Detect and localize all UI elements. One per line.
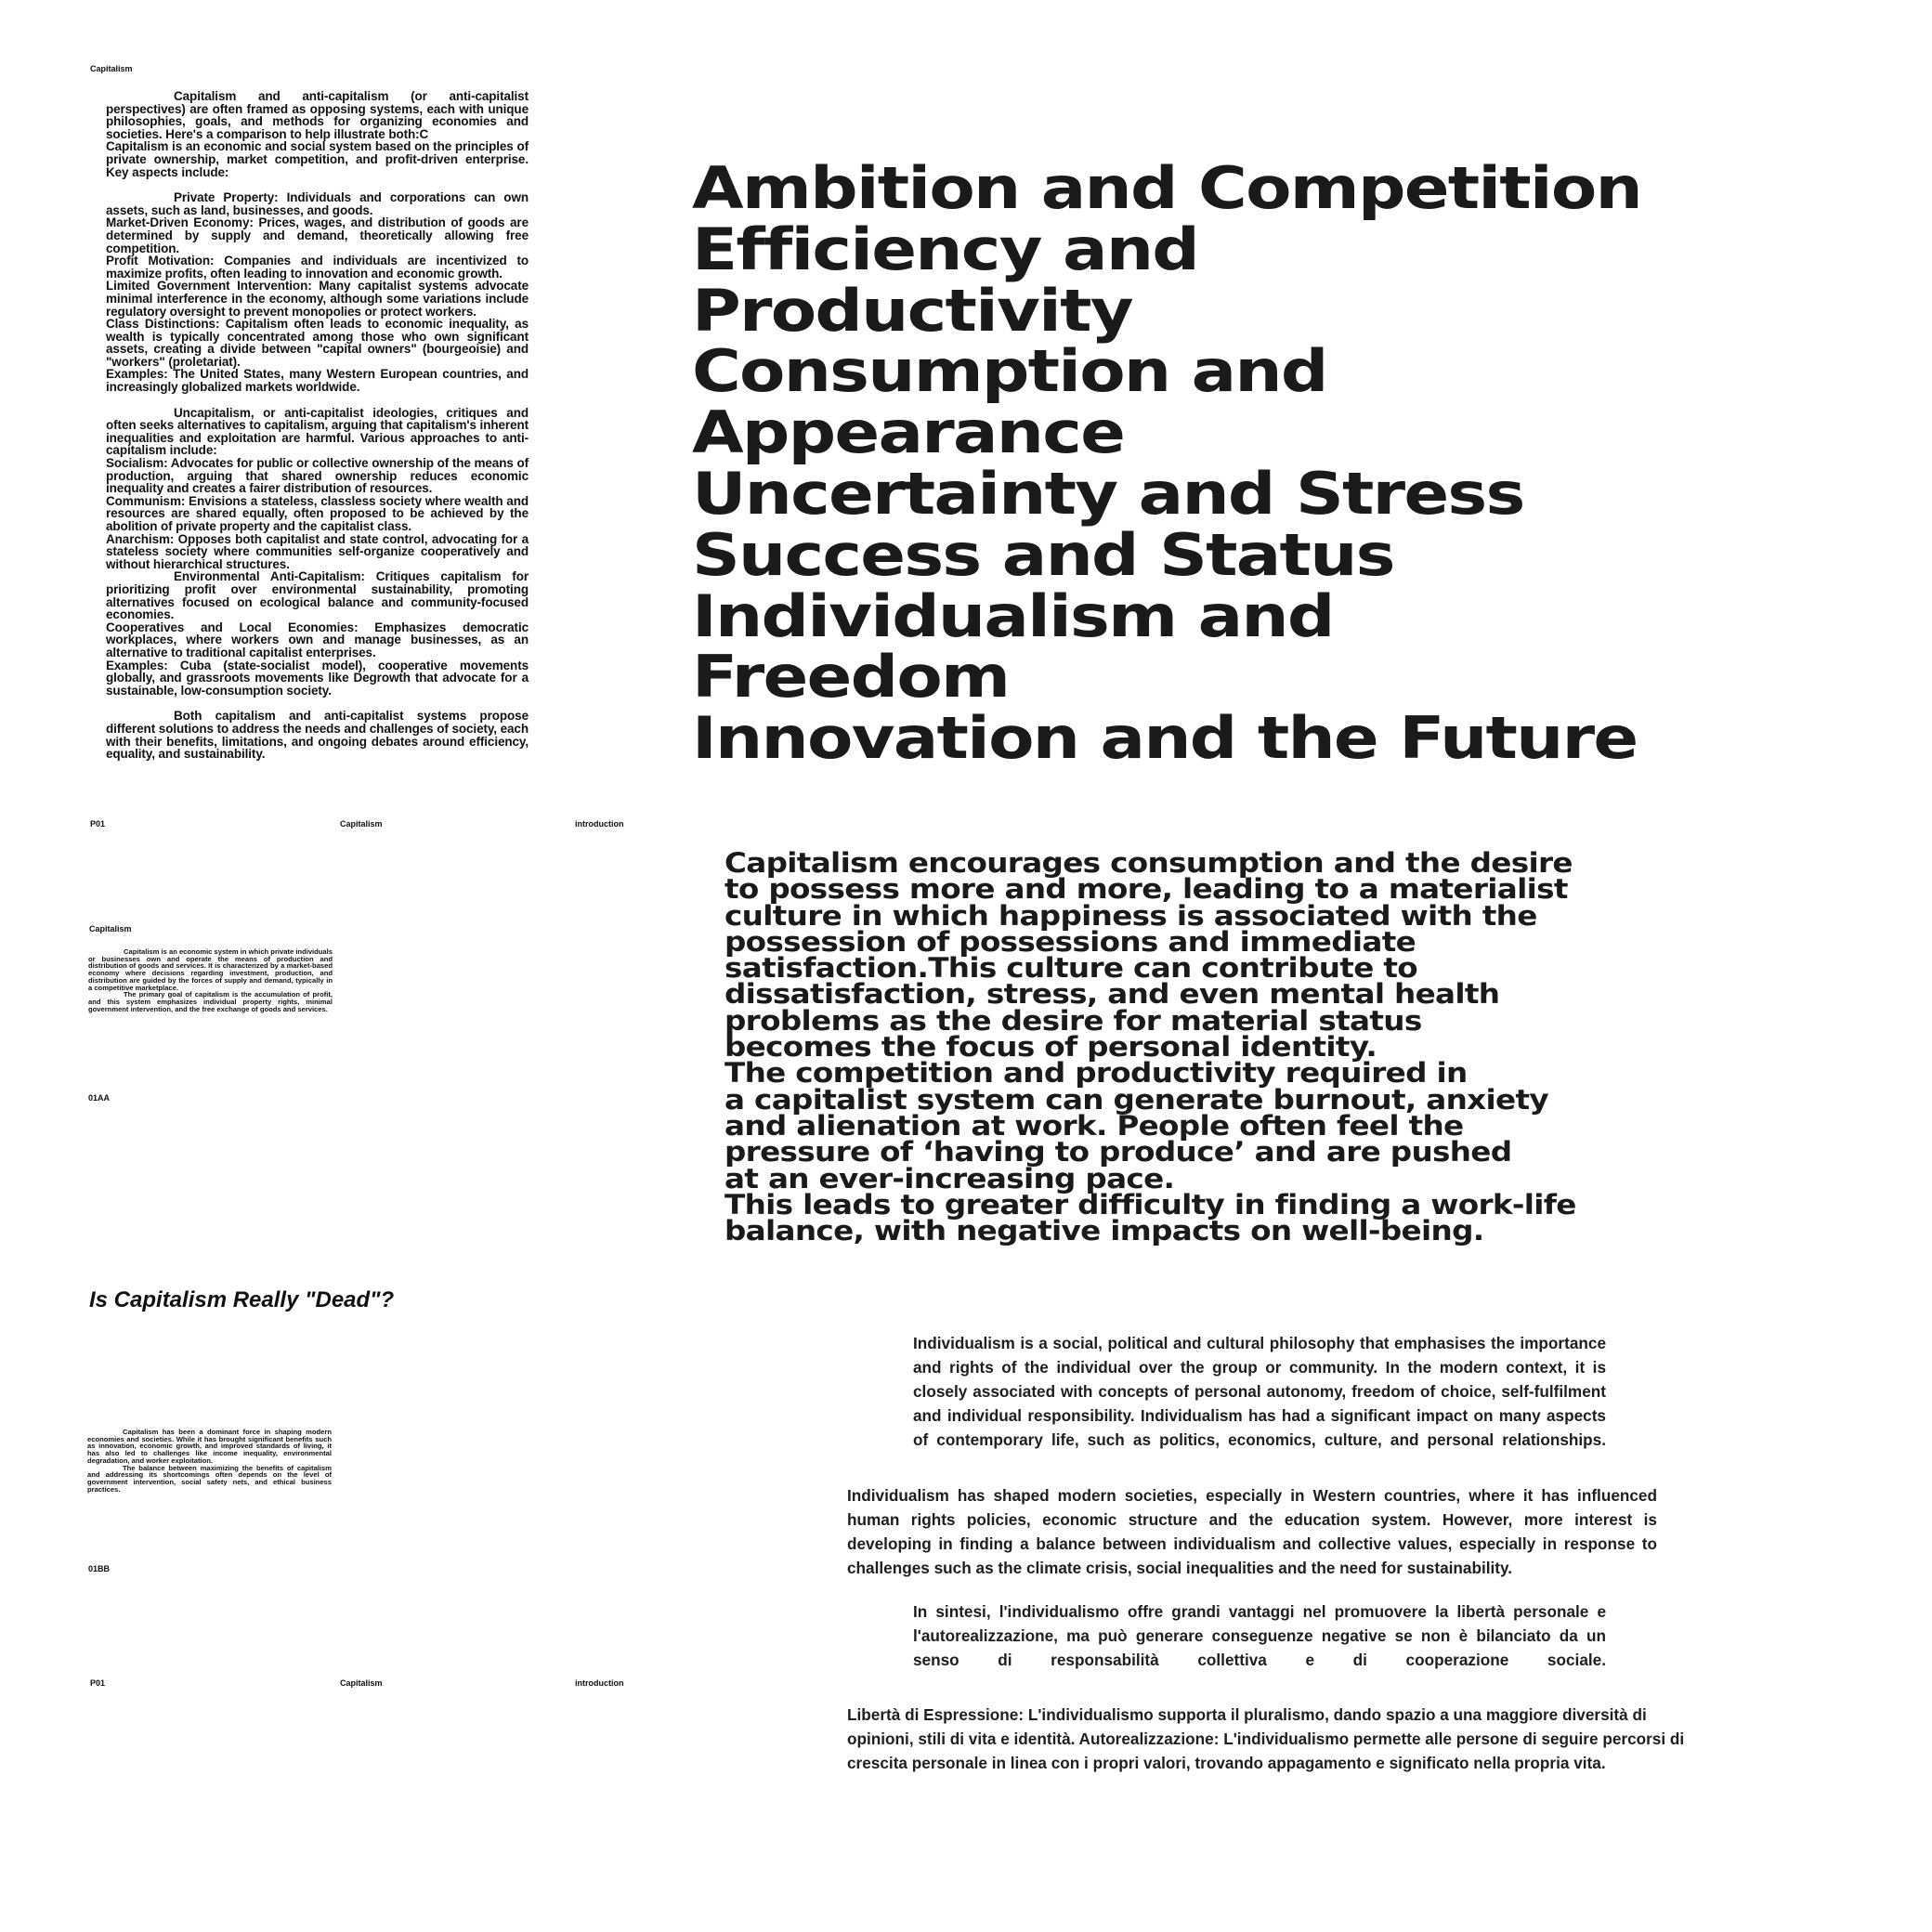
body-paragraph: Environmental Anti-Capitalism: Critiques capitalism for prioritizing profit over environmental sustainability, promoting alternatives focused on ecological balance and community-focused economies.: [106, 569, 529, 622]
body-paragraph: Both capitalism and anti-capitalist systems propose different solutions to address the needs and challenges of society, each with their benefits, limitations, and ongoing debates around efficiency, equality, and sustainability.: [106, 709, 529, 762]
body-paragraph: Socialism: Advocates for public or collective ownership of the means of production, arguing that shared ownership reduces economic inequality and creates a fairer distribution of resources.: [106, 456, 529, 496]
body-paragraph: The balance between maximizing the benefits of capitalism and addressing its shortcomings often depends on the level of government intervention, social safety nets, and ethical business practices.: [87, 1463, 332, 1494]
body-paragraph: Capitalism and anti-capitalism (or anti-capitalist perspectives) are often framed as opposing systems, each with unique philosophies, goals, and methods for organizing economies and societies. Here's a comparison to help illustrate both:C: [106, 89, 529, 141]
page2-title: Is Capitalism Really "Dead"?: [89, 1287, 395, 1312]
consumption-paragraph: [724, 847, 1769, 1247]
page1-footer-right: introduction: [575, 819, 624, 829]
headline-item: Freedom: [692, 643, 1010, 711]
headline-item: Consumption and: [692, 337, 1327, 406]
body-paragraph: Cooperatives and Local Economies: Emphasizes democratic workplaces, where workers own and manage businesses, as an alternative to traditional capitalist enterprises.: [106, 620, 529, 659]
individualism-paragraph-2: Individualism has shaped modern societies, especially in Western countries, where it has influenced human rights policies, economic structure and the education system. However, more interest is developing in finding a balance between individualism and collective values, especially in response to challenges such as the climate crisis, social inequalities and the need for sustainability.: [847, 1486, 1657, 1577]
paragraph-line: dissatisfaction, stress, and even mental health: [724, 978, 1500, 1011]
paragraph-line: possession of possessions and immediate: [724, 925, 1416, 958]
headline-item: Ambition and Competition: [692, 154, 1641, 222]
body-paragraph: Uncapitalism, or anti-capitalist ideologies, critiques and often seeks alternatives to capitalism, arguing that capitalism's inherent inequalities and exploitation are harmful. Various approaches to anti-capitalism include:: [106, 405, 529, 458]
paragraph-line: pressure of ‘having to produce’ and are pushed: [724, 1136, 1512, 1168]
page2-body: [88, 948, 333, 1012]
headline-item: Innovation and the Future: [692, 704, 1638, 773]
paragraph-gap: [106, 697, 529, 710]
body-paragraph: Anarchism: Opposes both capitalist and state control, advocating for a stateless society where communities self-organize cooperatively and without hierarchical structures.: [106, 531, 529, 571]
body-paragraph: Capitalism is an economic system in which private individuals or businesses own and operate the means of production and distribution of goods and services. It is characterized by a market-based economy where decisions regarding investment, production, and distribution are guided by the forces of supply and demand, typically in a competitive marketplace.: [88, 947, 333, 992]
headline-list: [692, 154, 1932, 773]
paragraph-line: balance, with negative impacts on well-being.: [724, 1215, 1484, 1247]
paragraph-line: This leads to greater difficulty in finding a work-life: [724, 1188, 1576, 1221]
page1-header: Capitalism: [90, 64, 133, 73]
paragraph-line: Capitalism encourages consumption and the desire: [724, 847, 1573, 879]
page2-footer-right: introduction: [575, 1678, 624, 1688]
paragraph-gap: [106, 394, 529, 407]
body-paragraph: Capitalism is an economic and social system based on the principles of private ownership, market competition, and profit-driven enterprise. Key aspects include:: [106, 139, 529, 179]
page2-body-2: [87, 1429, 332, 1493]
paragraph-line: The competition and productivity required in: [724, 1057, 1468, 1090]
headline-item: Productivity: [692, 276, 1132, 345]
page2-header: Capitalism: [89, 924, 132, 933]
paragraph-line: to possess more and more, leading to a materialist: [724, 873, 1568, 906]
body-paragraph: The primary goal of capitalism is the accumulation of profit, and this system emphasizes individual property rights, minimal government intervention, and the free exchange of goods and services.: [88, 990, 333, 1013]
paragraph-line: problems as the desire for material status: [724, 1004, 1422, 1037]
page1-footer-left: P01: [90, 819, 106, 829]
body-paragraph: Examples: The United States, many Western European countries, and increasingly globalized markets worldwide.: [106, 367, 529, 395]
individualism-paragraph-1: Individualism is a social, political and cultural philosophy that emphasises the importance and rights of the individual over the group or community. In the modern context, it is closely associated with concepts of personal autonomy, freedom of choice, self-fulfilment and individual responsibility. Individualism has had a significant impact on many aspects of contemporary life, such as politics, economics, culture, and personal relationships.: [913, 1334, 1606, 1449]
body-paragraph: Profit Motivation: Companies and individuals are incentivized to maximize profits, often leading to innovation and economic growth.: [106, 254, 529, 281]
headline-item: Uncertainty and Stress: [692, 459, 1524, 528]
body-paragraph: Market-Driven Economy: Prices, wages, and distribution of goods are determined by supply and demand, theoretically allowing free competition.: [106, 215, 529, 255]
paragraph-line: satisfaction.This culture can contribute to: [724, 952, 1418, 985]
headline-item: Appearance: [692, 398, 1125, 467]
page1-body: [106, 90, 529, 761]
body-paragraph: Capitalism has been a dominant force in shaping modern economies and societies. While it has brought significant benefits such as innovation, economic growth, and improved standards of living, it has also led to challenges like income inequality, environmental degradation, and worker exploitation.: [87, 1428, 332, 1465]
headline-item: Efficiency and: [692, 215, 1199, 283]
paragraph-line: becomes the focus of personal identity.: [724, 1031, 1377, 1064]
page1-footer-center: Capitalism: [340, 819, 383, 829]
paragraph-line: at an ever-increasing pace.: [724, 1162, 1175, 1194]
page2-footer-center: Capitalism: [340, 1678, 383, 1688]
headline-item: Success and Status: [692, 520, 1394, 589]
body-paragraph: Class Distinctions: Capitalism often leads to economic inequality, as wealth is typically concentrated among those who own significant assets, creating a divide between "capital owners" (bourgeoisie) and "workers" (proletariat).: [106, 317, 529, 369]
page2-code: 01AA: [88, 1093, 111, 1103]
page2-code-2: 01BB: [88, 1564, 111, 1573]
paragraph-line: and alienation at work. People often feel the: [724, 1109, 1464, 1142]
page2-footer-left: P01: [90, 1678, 106, 1688]
headline-item: Individualism and: [692, 581, 1334, 650]
body-paragraph: Examples: Cuba (state-socialist model), cooperative movements globally, and grassroots movements like Degrowth that advocate for a sustainable, low-consumption society.: [106, 658, 529, 698]
body-paragraph: Limited Government Intervention: Many capitalist systems advocate minimal interference in the economy, although some variations include regulatory oversight to prevent monopolies or protect workers.: [106, 279, 529, 319]
paragraph-gap: [106, 178, 529, 191]
paragraph-line: culture in which happiness is associated with the: [724, 899, 1537, 932]
individualism-paragraph-3: In sintesi, l'individualismo offre grandi vantaggi nel promuovere la libertà personale e l'autorealizzazione, ma può generare conseguenze negative se non è bilanciato da un senso di responsabilità collettiva e di cooperazione sociale.: [913, 1602, 1606, 1669]
body-paragraph: Private Property: Individuals and corporations can own assets, such as land, businesses, and goods.: [106, 190, 529, 217]
body-paragraph: Communism: Envisions a stateless, classless society where wealth and resources are shared equally, often proposed to be achieved by the abolition of private property and the capitalist class.: [106, 493, 529, 533]
individualism-paragraph-4: Libertà di Espressione: L'individualismo supporta il pluralismo, dando spazio a una maggiore diversità di opinioni, stili di vita e identità. Autorealizzazione: L'individualismo permette alle persone di seguire percorsi di crescita personale in linea con i propri valori, trovando appagamento e significato nella propria vita.: [847, 1705, 1685, 1772]
paragraph-line: a capitalist system can generate burnout, anxiety: [724, 1083, 1549, 1116]
